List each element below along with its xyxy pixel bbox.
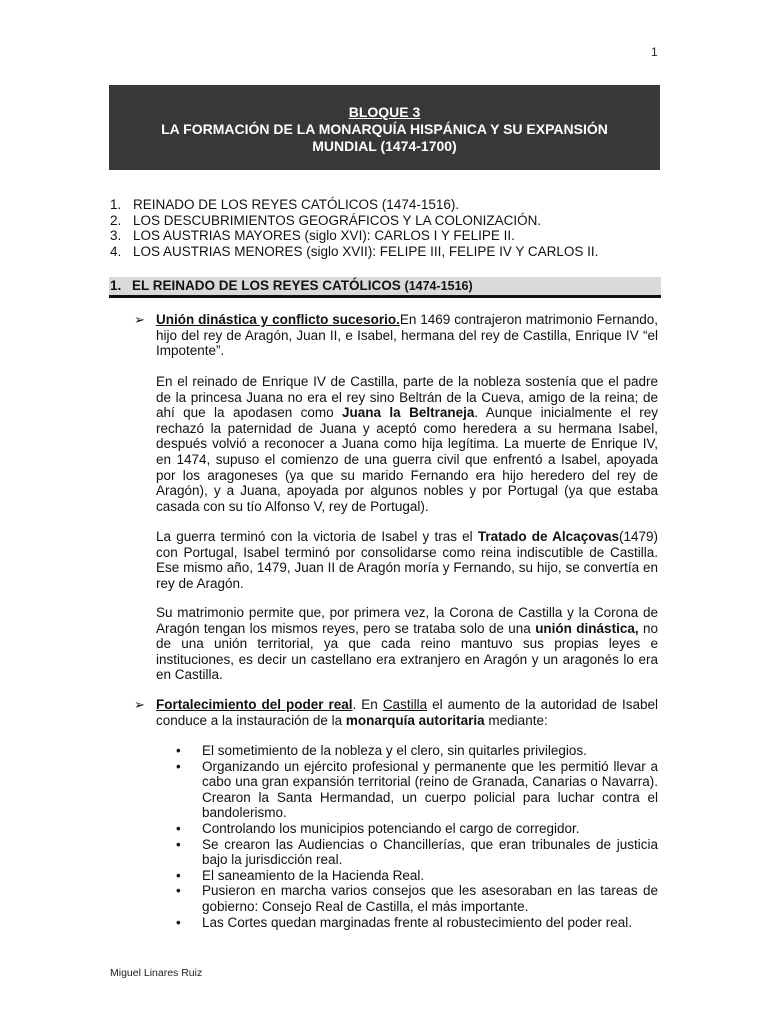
table-of-contents bbox=[110, 197, 598, 259]
list-item: • Pusieron en marcha varios consejos que les asesoraban en las tareas de gobierno: Consejo Real de Castilla, el más importante. bbox=[176, 883, 658, 914]
bullet-icon: • bbox=[176, 914, 181, 930]
paragraph-alcacovas: La guerra terminó con la victoria de Isabel y tras el Tratado de Alcaçovas(1479) con Portugal, Isabel terminó por consolidarse como reina indiscutible de Castilla. Ese mismo año, 1479, Juan II de Aragón moría y Fernando, su hijo, se convertía en rey de Aragón. bbox=[156, 529, 658, 591]
title-line-1: LA FORMACIÓN DE LA MONARQUÍA HISPÁNICA Y SU EXPANSIÓN bbox=[161, 121, 608, 137]
list-item: • Organizando un ejército profesional y permanente que les permitió llevar a cabo una gran expansión territorial (reino de Granada, Canarias o Navarra). Crearon la Santa Hermandad, un cuerpo policial para luchar contra el bandolerismo. bbox=[176, 758, 658, 821]
bullet-list bbox=[176, 743, 658, 930]
block-label: BLOQUE 3 bbox=[348, 104, 421, 120]
section-heading: 1. EL REINADO DE LOS REYES CATÓLICOS (1474-1516) bbox=[109, 277, 661, 298]
toc-item: 1. REINADO DE LOS REYES CATÓLICOS (1474-1516). bbox=[110, 197, 460, 212]
toc-item: 4. LOS AUSTRIAS MENORES (siglo XVII): FELIPE III, FELIPE IV Y CARLOS II. bbox=[110, 243, 599, 259]
paragraph-dynastic-union: Su matrimonio permite que, por primera vez, la Corona de Castilla y la Corona de Aragón tengan los mismos reyes, pero se trataba solo de una unión dinástica, no de una unión territorial, ya que cada reino mantuvo sus propias leyes e instituciones, es decir un castellano era extranjero en Aragón y un aragonés lo era en Castilla. bbox=[156, 605, 658, 683]
list-item: • El sometimiento de la nobleza y el clero, sin quitarles privilegios. bbox=[176, 743, 587, 758]
list-item: • Controlando los municipios potenciando el cargo de corregidor. bbox=[176, 820, 580, 836]
paragraph: Unión dinástica y conflicto sucesorio.En 1469 contrajeron matrimonio Fernando, hijo del rey de Aragón, Juan II, e Isabel, hermana del rey de Castilla, Enrique IV “el Impotente”. bbox=[156, 312, 658, 359]
list-item: • Se crearon las Audiencias o Chancillerías, que eran tribunales de justicia bajo la jurisdicción real. bbox=[176, 836, 658, 868]
dynastic-union-block bbox=[156, 312, 658, 359]
bullet-icon: • bbox=[176, 758, 181, 774]
bullet-icon: • bbox=[176, 883, 181, 899]
subheading: Unión dinástica y conflicto sucesorio. bbox=[156, 312, 400, 327]
bullet-icon: • bbox=[176, 867, 181, 883]
toc-item: 2. LOS DESCUBRIMIENTOS GEOGRÁFICOS Y LA COLONIZACIÓN. bbox=[110, 212, 542, 228]
page-number: 1 bbox=[651, 45, 658, 59]
list-item: • Las Cortes quedan marginadas frente al robustecimiento del poder real. bbox=[176, 914, 633, 930]
bullet-icon: • bbox=[176, 836, 181, 852]
bullet-icon: • bbox=[176, 743, 181, 758]
toc-item: 3. LOS AUSTRIAS MAYORES (siglo XVI): CARLOS I Y FELIPE II. bbox=[110, 228, 515, 244]
title-box bbox=[109, 85, 660, 170]
list-item: • El saneamiento de la Hacienda Real. bbox=[176, 867, 425, 883]
title-line-2: MUNDIAL (1474-1700) bbox=[312, 138, 457, 154]
paragraph-beltraneja: En el reinado de Enrique IV de Castilla, parte de la nobleza sostenía que el padre de la princesa Juana no era el rey sino Beltrán de la Cueva, amigo de la reina; de ahí que la apodasen como Juana la Beltraneja. Aunque inicialmente el rey rechazó la paternidad de Juana y aceptó como heredera a su hermana Isabel, después volvió a reconocer a Juana como hija legítima. La muerte de Enrique IV, en 1474, supuso el comienzo de una guerra civil que enfrentó a Isabel, apoyada por los aragoneses (ya que su marido Fernando era hijo heredero del rey de Aragón), y a Juana, apoyada por algunos nobles y por Portugal (ya que estaba casada con su tío Alfonso V, rey de Portugal). bbox=[156, 374, 658, 514]
arrow-bullet-icon: ➢ bbox=[134, 697, 145, 712]
royal-power-block: Fortalecimiento del poder real. En Castilla el aumento de la autoridad de Isabel conduce a la instauración de la monarquía autoritaria mediante: bbox=[156, 697, 658, 728]
footer-author: Miguel Linares Ruiz bbox=[110, 967, 203, 979]
bullet-icon: • bbox=[176, 820, 181, 836]
subheading: Fortalecimiento del poder real bbox=[156, 697, 353, 712]
arrow-bullet-icon: ➢ bbox=[134, 312, 145, 327]
